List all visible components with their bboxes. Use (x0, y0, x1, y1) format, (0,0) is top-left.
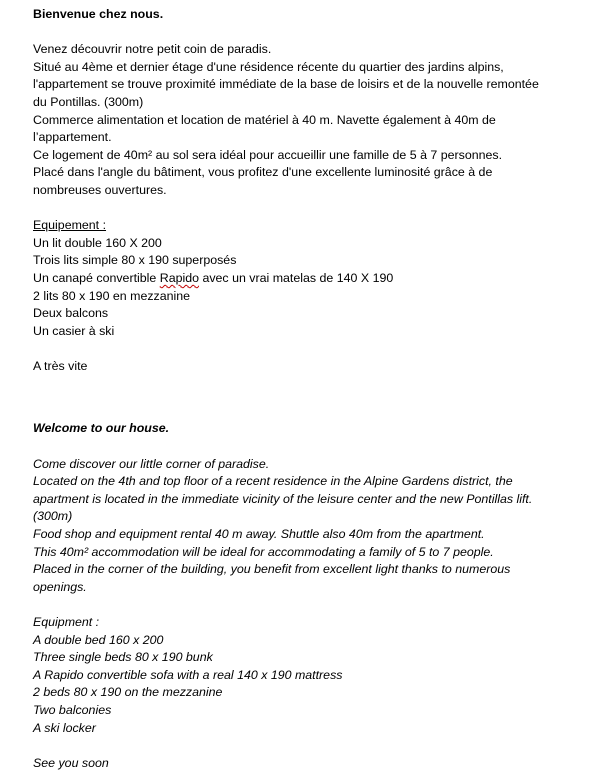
english-equipment-list (33, 632, 581, 738)
english-capacity: This 40m² accommodation will be ideal for accommodating a family of 5 to 7 people. (33, 544, 494, 559)
document-page (33, 6, 581, 772)
french-location-line: Situé au 4ème et dernier étage d'une résidence récente du quartier des jardins alpins, (33, 59, 504, 74)
list-item-text: Un canapé convertible (33, 270, 160, 285)
list-item: 2 lits 80 x 190 en mezzanine (33, 288, 191, 303)
french-intro: Venez découvrir notre petit coin de paradis. (33, 42, 272, 57)
french-closing: A très vite (33, 358, 88, 373)
spellcheck-flagged-word[interactable]: Rapido (159, 270, 200, 285)
french-location-line: du Pontillas. (300m) (33, 94, 144, 109)
french-services-line: Commerce alimentation et location de matériel à 40 m. Navette également à 40m de (33, 112, 496, 127)
english-section (33, 420, 581, 772)
english-light-line: openings. (33, 579, 87, 594)
list-item: Trois lits simple 80 x 190 superposés (33, 253, 237, 268)
french-location-line: l'appartement se trouve proximité immédiate de la base de loisirs et de la nouvelle remontée (33, 77, 539, 92)
list-item-text: avec un vrai matelas de 140 X 190 (199, 270, 394, 285)
list-item: 2 beds 80 x 190 on the mezzanine (33, 685, 223, 700)
french-equipment-heading-text: Equipement : (33, 218, 107, 233)
list-item: Un casier à ski (33, 323, 115, 338)
french-section (33, 6, 581, 375)
english-location-line: apartment is located in the immediate vicinity of the leisure center and the new Pontillas lift. (33, 491, 533, 506)
french-equipment-list (33, 235, 581, 341)
english-intro: Come discover our little corner of paradise. (33, 456, 270, 471)
english-location-line: Located on the 4th and top floor of a recent residence in the Alpine Gardens district, the (33, 474, 513, 489)
list-item: A Rapido convertible sofa with a real 140 x 190 mattress (33, 667, 343, 682)
list-item: A double bed 160 x 200 (33, 632, 164, 647)
list-item: Three single beds 80 x 190 bunk (33, 650, 213, 665)
french-light-line: nombreuses ouvertures. (33, 182, 167, 197)
english-title: Welcome to our house. (33, 421, 170, 436)
french-services-line: l’appartement. (33, 130, 112, 145)
list-item: Un lit double 160 X 200 (33, 235, 162, 250)
list-item (33, 270, 581, 288)
french-capacity: Ce logement de 40m² au sol sera idéal pour accueillir une famille de 5 à 7 personnes. (33, 147, 503, 162)
french-equipment-heading (33, 217, 581, 235)
french-light-line: Placé dans l'angle du bâtiment, vous profitez d'une excellente luminosité grâce à de (33, 165, 493, 180)
french-title: Bienvenue chez nous. (33, 7, 164, 21)
english-closing: See you soon (33, 755, 109, 770)
list-item: Two balconies (33, 702, 112, 717)
english-location-line: (300m) (33, 509, 73, 524)
english-light-line: Placed in the corner of the building, you benefit from excellent light thanks to numerous (33, 562, 511, 577)
english-equipment-heading: Equipment : (33, 615, 100, 629)
list-item: A ski locker (33, 720, 96, 735)
english-services: Food shop and equipment rental 40 m away. Shuttle also 40m from the apartment. (33, 527, 485, 542)
list-item: Deux balcons (33, 306, 109, 321)
